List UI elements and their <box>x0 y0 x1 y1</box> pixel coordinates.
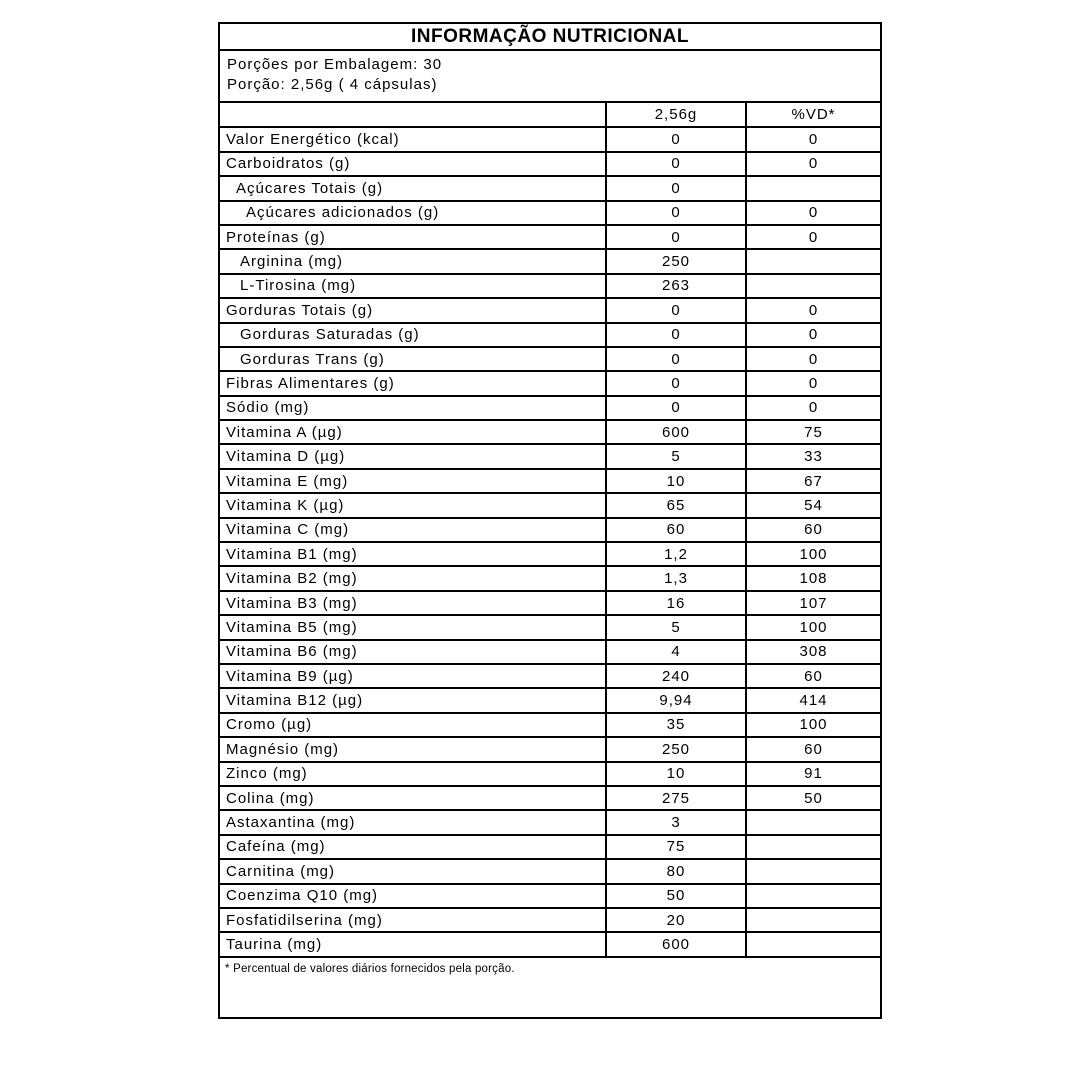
nutrient-amount: 250 <box>606 249 746 273</box>
nutrient-amount: 9,94 <box>606 688 746 712</box>
nutrient-name: Vitamina E (mg) <box>220 469 606 493</box>
nutrient-daily-value: 100 <box>746 713 880 737</box>
table-row <box>220 518 880 542</box>
nutrient-daily-value: 0 <box>746 396 880 420</box>
nutrient-name: Valor Energético (kcal) <box>220 127 606 151</box>
table-row <box>220 371 880 395</box>
table-row <box>220 420 880 444</box>
table-row <box>220 444 880 468</box>
table-row <box>220 542 880 566</box>
nutrient-daily-value <box>746 884 880 908</box>
table-row <box>220 493 880 517</box>
nutrient-name: Coenzima Q10 (mg) <box>220 884 606 908</box>
nutrient-amount: 3 <box>606 810 746 834</box>
table-row <box>220 762 880 786</box>
nutrient-amount: 263 <box>606 274 746 298</box>
nutrient-daily-value: 0 <box>746 127 880 151</box>
nutrient-name: Colina (mg) <box>220 786 606 810</box>
nutrient-amount: 20 <box>606 908 746 932</box>
nutrient-name: Vitamina D (µg) <box>220 444 606 468</box>
nutrient-name: Proteínas (g) <box>220 225 606 249</box>
nutrient-daily-value <box>746 274 880 298</box>
nutrient-amount: 0 <box>606 127 746 151</box>
table-row <box>220 664 880 688</box>
nutrient-daily-value: 0 <box>746 152 880 176</box>
table-row <box>220 859 880 883</box>
table-row <box>220 591 880 615</box>
nutrient-name: Vitamina B5 (mg) <box>220 615 606 639</box>
nutrient-daily-value: 0 <box>746 371 880 395</box>
table-row <box>220 737 880 761</box>
table-row <box>220 176 880 200</box>
nutrient-amount: 0 <box>606 347 746 371</box>
nutrient-amount: 0 <box>606 225 746 249</box>
nutrient-name: Gorduras Saturadas (g) <box>220 323 606 347</box>
nutrient-amount: 600 <box>606 932 746 956</box>
serving-info <box>220 51 880 103</box>
nutrient-daily-value: 0 <box>746 323 880 347</box>
nutrient-daily-value: 108 <box>746 566 880 590</box>
portion-size: Porção: 2,56g ( 4 cápsulas) <box>227 76 438 93</box>
nutrient-name: Astaxantina (mg) <box>220 810 606 834</box>
nutrient-daily-value: 75 <box>746 420 880 444</box>
nutrient-amount: 1,3 <box>606 566 746 590</box>
table-row <box>220 323 880 347</box>
nutrient-name: Magnésio (mg) <box>220 737 606 761</box>
table-row <box>220 566 880 590</box>
table-row <box>220 152 880 176</box>
table-row <box>220 786 880 810</box>
nutrient-amount: 16 <box>606 591 746 615</box>
nutrient-name: Carnitina (mg) <box>220 859 606 883</box>
nutrient-name: Arginina (mg) <box>220 249 606 273</box>
portions-per-package: Porções por Embalagem: 30 <box>227 56 443 73</box>
table-row <box>220 932 880 956</box>
nutrient-daily-value <box>746 835 880 859</box>
table-row <box>220 274 880 298</box>
nutrient-name: Carboidratos (g) <box>220 152 606 176</box>
nutrient-amount: 75 <box>606 835 746 859</box>
nutrient-daily-value: 100 <box>746 615 880 639</box>
nutrient-daily-value <box>746 932 880 956</box>
nutrient-daily-value <box>746 859 880 883</box>
nutrient-amount: 250 <box>606 737 746 761</box>
nutrient-name: Vitamina B2 (mg) <box>220 566 606 590</box>
table-row <box>220 127 880 151</box>
nutrient-daily-value: 100 <box>746 542 880 566</box>
table-row <box>220 298 880 322</box>
nutrient-name: Cromo (µg) <box>220 713 606 737</box>
nutrient-amount: 240 <box>606 664 746 688</box>
nutrient-amount: 5 <box>606 444 746 468</box>
table-row <box>220 908 880 932</box>
nutrient-name: Gorduras Trans (g) <box>220 347 606 371</box>
nutrient-amount: 0 <box>606 176 746 200</box>
nutrient-name: Gorduras Totais (g) <box>220 298 606 322</box>
nutrient-daily-value: 0 <box>746 347 880 371</box>
nutrient-daily-value <box>746 908 880 932</box>
nutrient-amount: 10 <box>606 469 746 493</box>
table-row <box>220 713 880 737</box>
nutrient-amount: 1,2 <box>606 542 746 566</box>
nutrient-amount: 50 <box>606 884 746 908</box>
nutrient-amount: 4 <box>606 640 746 664</box>
table-row <box>220 810 880 834</box>
table-row <box>220 640 880 664</box>
nutrient-name: Vitamina A (µg) <box>220 420 606 444</box>
nutrient-amount: 275 <box>606 786 746 810</box>
nutrient-name: L-Tirosina (mg) <box>220 274 606 298</box>
nutrient-amount: 0 <box>606 298 746 322</box>
nutrient-amount: 0 <box>606 396 746 420</box>
nutrient-name: Taurina (mg) <box>220 932 606 956</box>
nutrient-name: Sódio (mg) <box>220 396 606 420</box>
nutrient-daily-value: 60 <box>746 664 880 688</box>
column-header-amount: 2,56g <box>606 103 746 127</box>
nutrient-name: Vitamina B1 (mg) <box>220 542 606 566</box>
nutrient-amount: 0 <box>606 152 746 176</box>
table-row <box>220 884 880 908</box>
table-row <box>220 469 880 493</box>
nutrient-amount: 0 <box>606 323 746 347</box>
nutrient-daily-value <box>746 249 880 273</box>
nutrient-daily-value: 60 <box>746 737 880 761</box>
column-header-name <box>220 103 606 127</box>
nutrient-name: Vitamina K (µg) <box>220 493 606 517</box>
panel-title: INFORMAÇÃO NUTRICIONAL <box>220 24 880 51</box>
table-row <box>220 225 880 249</box>
table-row <box>220 615 880 639</box>
nutrient-amount: 0 <box>606 201 746 225</box>
nutrient-daily-value: 0 <box>746 201 880 225</box>
table-row <box>220 688 880 712</box>
footnote: * Percentual de valores diários fornecidos pela porção. <box>225 962 515 975</box>
nutrient-name: Fibras Alimentares (g) <box>220 371 606 395</box>
nutrient-amount: 35 <box>606 713 746 737</box>
nutrient-daily-value: 0 <box>746 225 880 249</box>
nutrient-name: Vitamina B12 (µg) <box>220 688 606 712</box>
nutrition-table <box>220 103 880 958</box>
nutrient-name: Zinco (mg) <box>220 762 606 786</box>
nutrient-amount: 80 <box>606 859 746 883</box>
nutrient-daily-value: 414 <box>746 688 880 712</box>
nutrient-amount: 10 <box>606 762 746 786</box>
nutrient-amount: 60 <box>606 518 746 542</box>
nutrient-name: Vitamina B3 (mg) <box>220 591 606 615</box>
column-header-daily-value: %VD* <box>746 103 880 127</box>
nutrient-daily-value: 308 <box>746 640 880 664</box>
nutrient-daily-value: 60 <box>746 518 880 542</box>
table-row <box>220 249 880 273</box>
nutrient-daily-value: 33 <box>746 444 880 468</box>
nutrient-name: Açúcares Totais (g) <box>220 176 606 200</box>
nutrient-daily-value: 0 <box>746 298 880 322</box>
nutrient-daily-value: 91 <box>746 762 880 786</box>
nutrient-name: Vitamina C (mg) <box>220 518 606 542</box>
nutrient-name: Vitamina B6 (mg) <box>220 640 606 664</box>
nutrient-name: Cafeína (mg) <box>220 835 606 859</box>
nutrient-daily-value <box>746 176 880 200</box>
table-row <box>220 835 880 859</box>
nutrient-name: Açúcares adicionados (g) <box>220 201 606 225</box>
nutrient-name: Vitamina B9 (µg) <box>220 664 606 688</box>
nutrient-daily-value: 67 <box>746 469 880 493</box>
table-row <box>220 396 880 420</box>
table-row <box>220 347 880 371</box>
nutrient-amount: 0 <box>606 371 746 395</box>
nutrient-amount: 5 <box>606 615 746 639</box>
nutrient-name: Fosfatidilserina (mg) <box>220 908 606 932</box>
nutrition-facts-panel <box>218 22 882 1019</box>
nutrient-daily-value: 107 <box>746 591 880 615</box>
nutrient-amount: 600 <box>606 420 746 444</box>
nutrient-daily-value: 54 <box>746 493 880 517</box>
table-header-row <box>220 103 880 127</box>
nutrient-daily-value <box>746 810 880 834</box>
nutrient-amount: 65 <box>606 493 746 517</box>
nutrient-daily-value: 50 <box>746 786 880 810</box>
table-row <box>220 201 880 225</box>
